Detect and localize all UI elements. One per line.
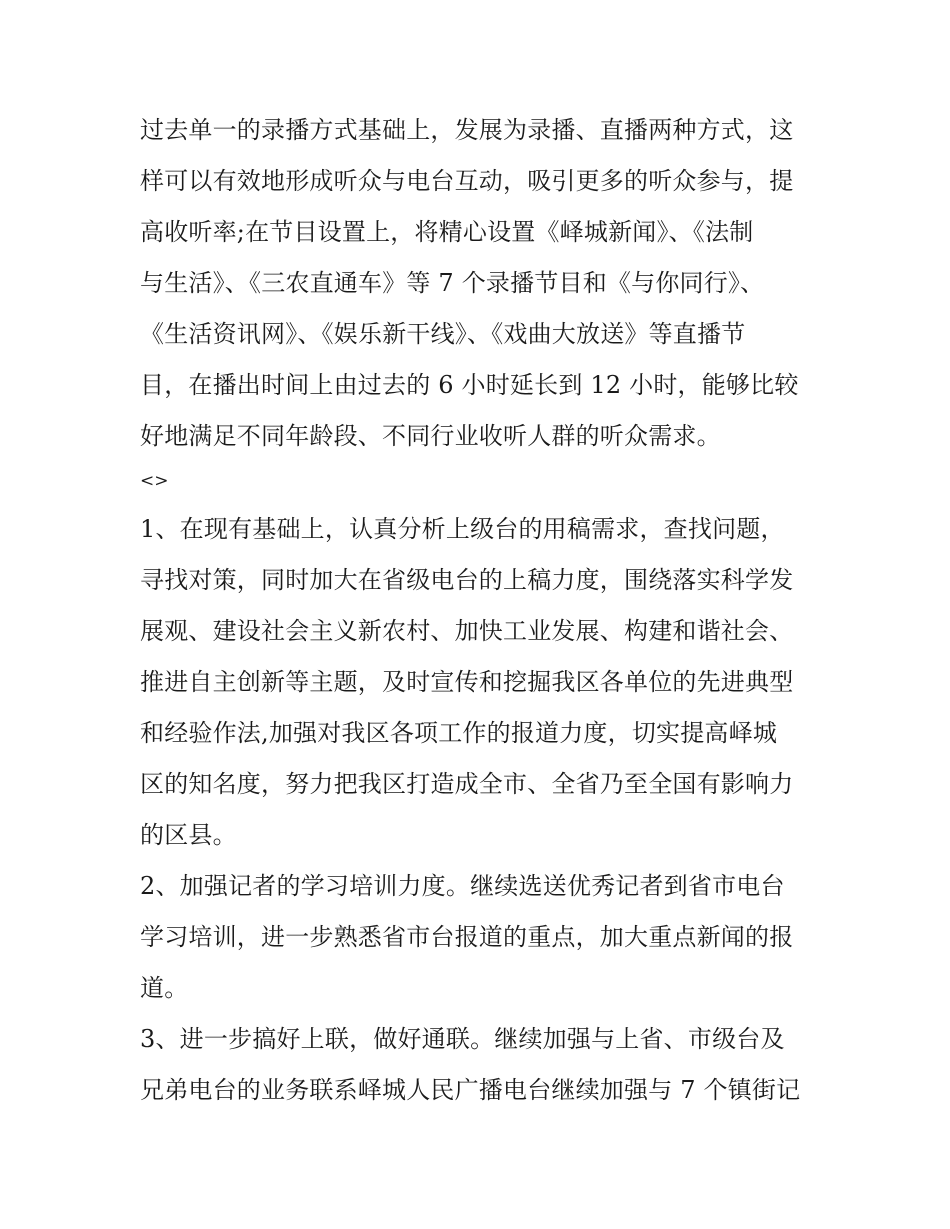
text-line: 寻找对策，同时加大在省级电台的上稿力度，围绕落实科学发 (140, 566, 794, 594)
text-line: 目，在播出时间上由过去的 6 小时延长到 12 小时，能够比较 (140, 371, 799, 399)
text-line: 的区县。 (140, 821, 237, 849)
text-line: 与生活》、《三农直通车》等 7 个录播节目和《与你同行》、 (140, 269, 765, 297)
text-line: 兄弟电台的业务联系峄城人民广播电台继续加强与 7 个镇街记 (140, 1076, 801, 1104)
text-line: 样可以有效地形成听众与电台互动，吸引更多的听众参与，提 (140, 167, 794, 195)
text-line: 推进自主创新等主题，及时宣传和挖掘我区各单位的先进典型 (140, 668, 794, 696)
text-line: 2、加强记者的学习培训力度。继续选送优秀记者到省市电台 (140, 872, 785, 900)
text-line: 《生活资讯网》、《娱乐新干线》、《戏曲大放送》等直播节 (140, 320, 746, 348)
text-line: 展观、建设社会主义新农村、加快工业发展、构建和谐社会、 (140, 617, 794, 645)
section-marker: <> (140, 471, 169, 491)
text-line: 高收听率;在节目设置上，将精心设置《峄城新闻》、《法制 (140, 218, 754, 246)
text-line: 区的知名度，努力把我区打造成全市、全省乃至全国有影响力 (140, 770, 794, 798)
text-line: 1、在现有基础上，认真分析上级台的用稿需求，查找问题， (140, 515, 785, 543)
text-line: 道。 (140, 974, 189, 1002)
text-line: 3、进一步搞好上联，做好通联。继续加强与上省、市级台及 (140, 1025, 785, 1053)
text-line: 好地满足不同年龄段、不同行业收听人群的听众需求。 (140, 422, 721, 450)
text-line: 学习培训，进一步熟悉省市台报道的重点，加大重点新闻的报 (140, 923, 794, 951)
text-line: 过去单一的录播方式基础上，发展为录播、直播两种方式，这 (140, 116, 794, 144)
text-line: 和经验作法,加强对我区各项工作的报道力度，切实提高峄城 (140, 719, 778, 747)
